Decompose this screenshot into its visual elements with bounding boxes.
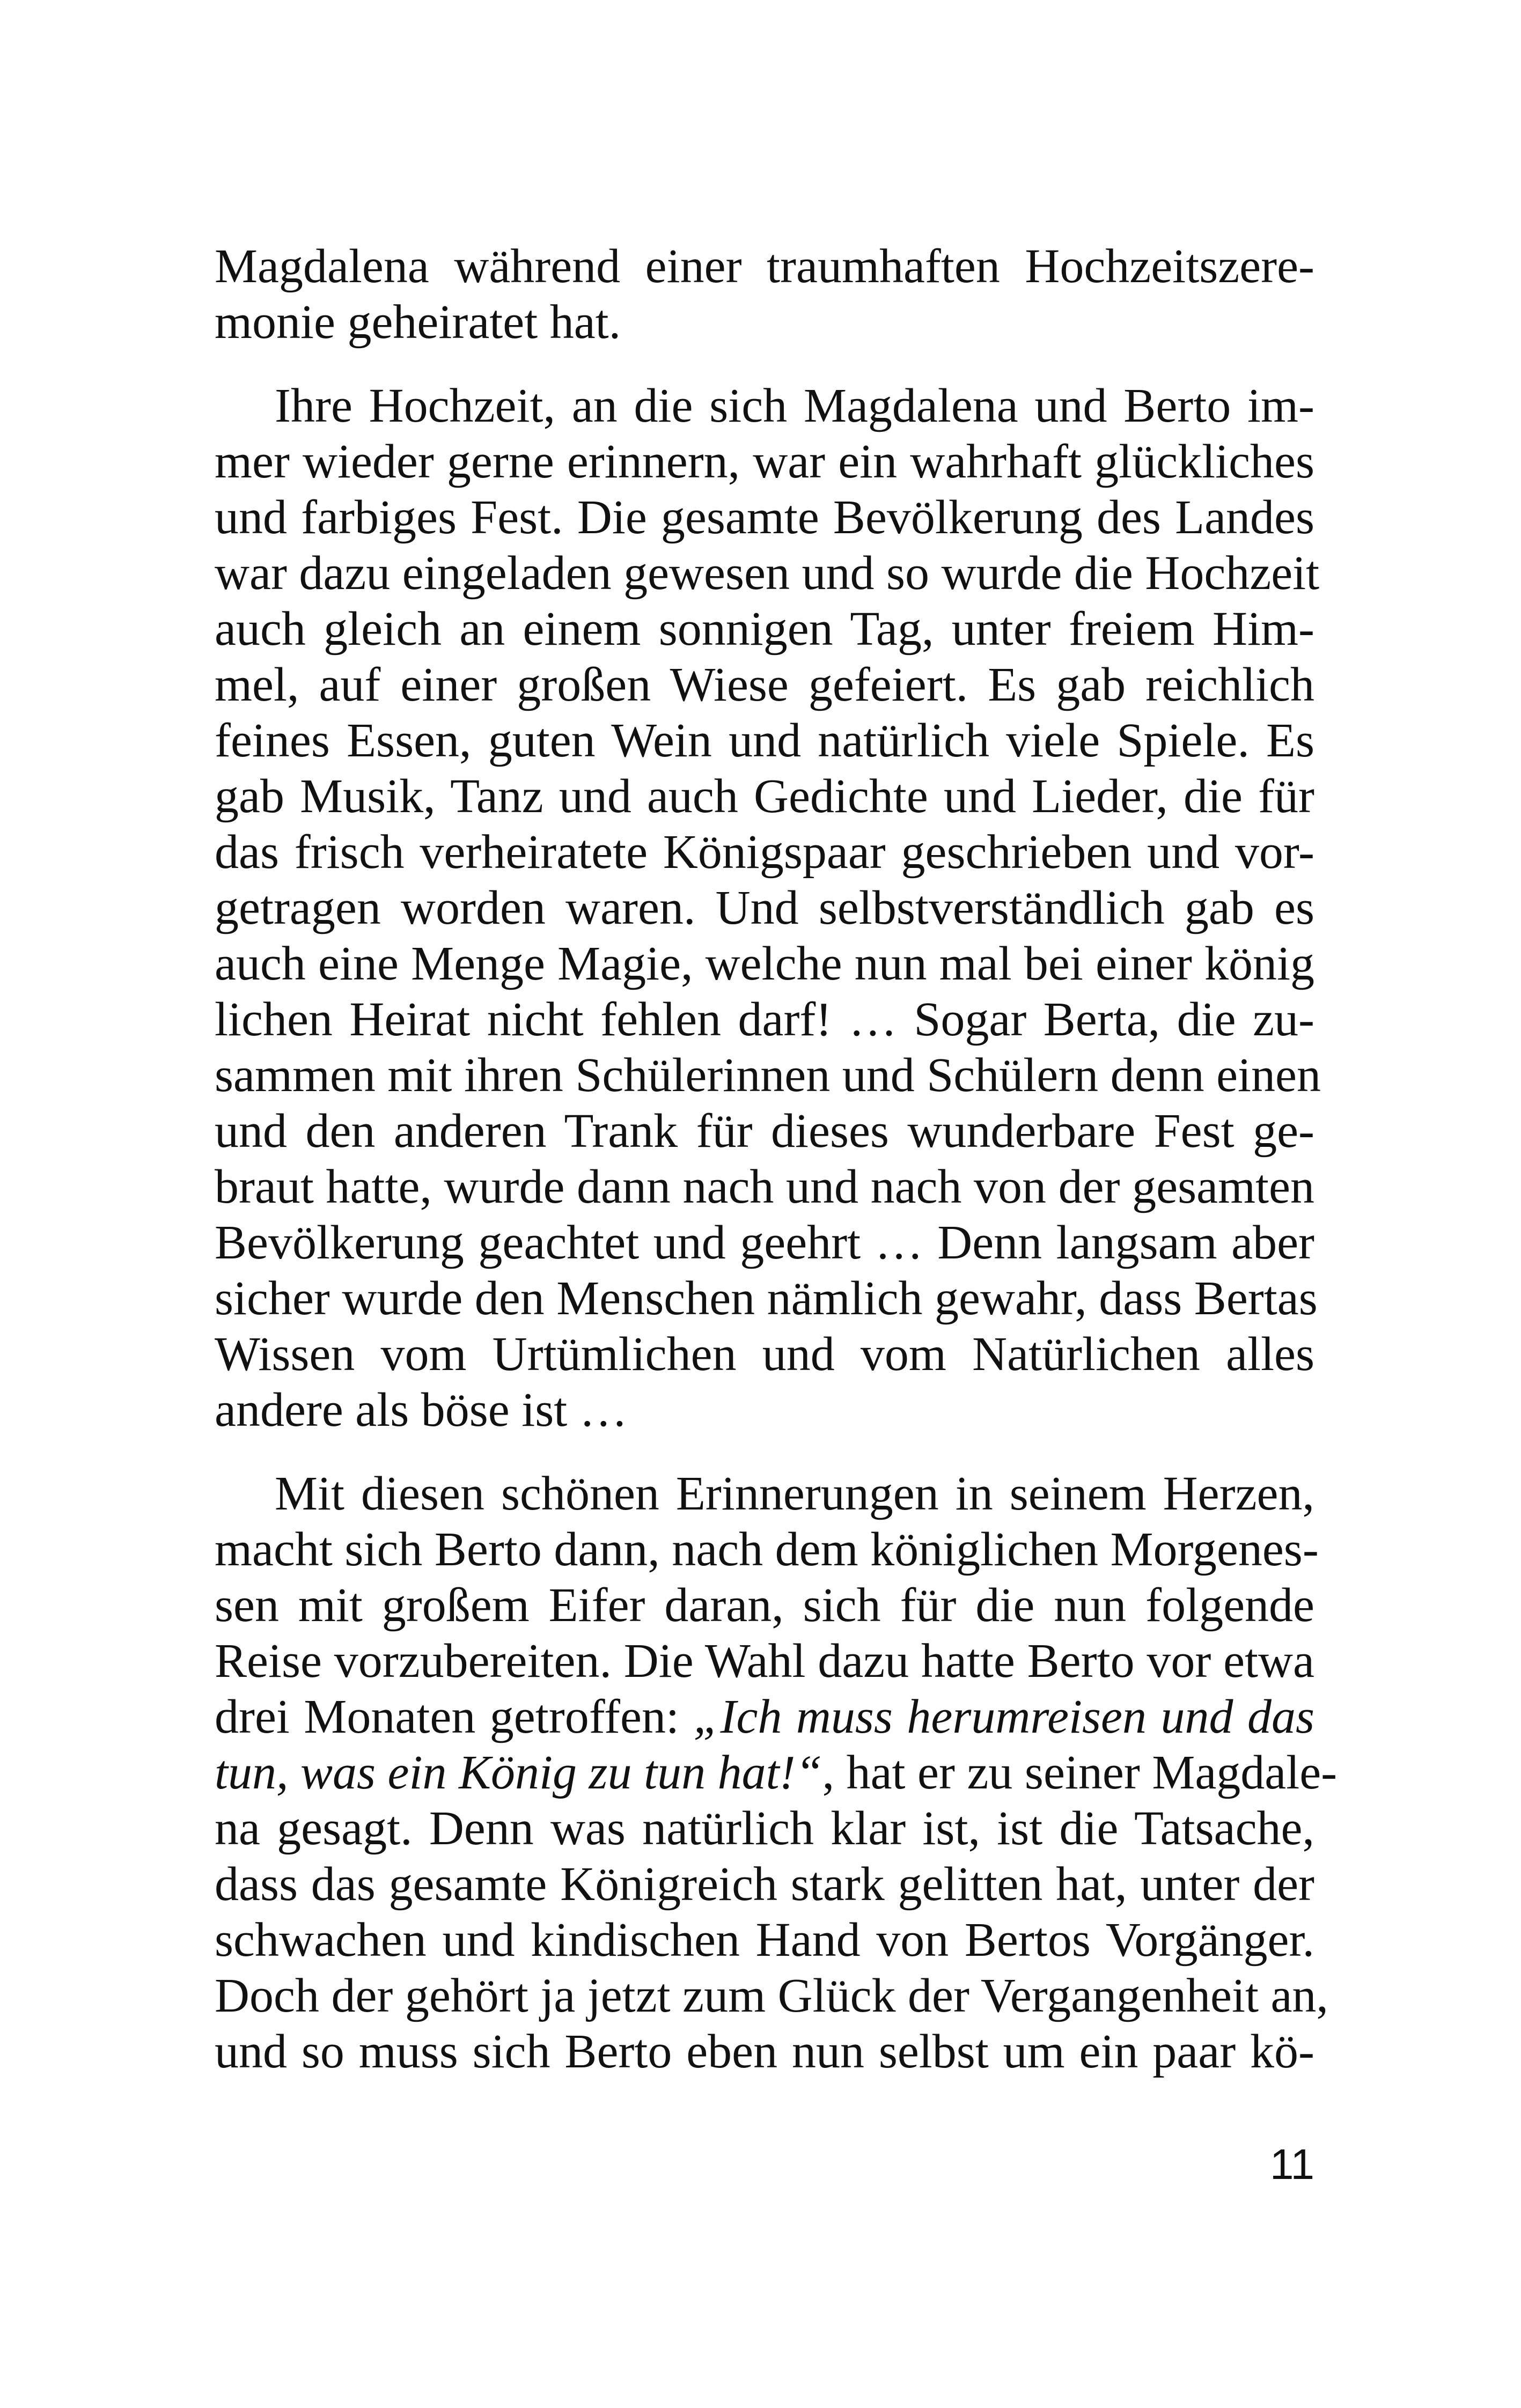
text-line: mel, auf einer großen Wiese gefeiert. Es gab reichlich bbox=[215, 658, 1314, 711]
text-line: sammen mit ihren Schülerinnen und Schülern denn einen bbox=[215, 1049, 1321, 1102]
text-line: Reise vorzubereiten. Die Wahl dazu hatte Berto vor etwa bbox=[215, 1634, 1314, 1688]
text-line: und so muss sich Berto eben nun selbst um ein paar kö- bbox=[215, 2025, 1314, 2078]
text-line: braut hatte, wurde dann nach und nach von der gesamten bbox=[215, 1160, 1314, 1213]
text-line: getragen worden waren. Und selbstverständlich gab es bbox=[215, 881, 1314, 934]
text-line: gab Musik, Tanz und auch Gedichte und Lieder, die für bbox=[215, 770, 1314, 823]
text-line: sicher wurde den Menschen nämlich gewahr, dass Bertas bbox=[215, 1272, 1318, 1325]
text-line: war dazu eingeladen gewesen und so wurde die Hochzeit bbox=[215, 547, 1320, 600]
text-fragment: drei Monaten getroffen: bbox=[215, 1690, 694, 1743]
text-line: Ihre Hochzeit, an die sich Magdalena und Berto im- bbox=[275, 379, 1314, 432]
text-line: Bevölkerung geachtet und geehrt … Denn langsam aber bbox=[215, 1216, 1314, 1269]
text-line: auch gleich an einem sonnigen Tag, unter freiem Him- bbox=[215, 602, 1314, 656]
text-line: und den anderen Trank für dieses wunderbare Fest ge- bbox=[215, 1104, 1314, 1158]
text-line: monie geheiratet hat. bbox=[215, 296, 621, 349]
text-line: dass das gesamte Königreich stark gelitten hat, unter der bbox=[215, 1858, 1314, 1911]
paragraph-gap bbox=[215, 1438, 1314, 1466]
quote-text: tun, was ein König zu tun hat!“ bbox=[215, 1746, 822, 1799]
text-fragment: , hat er zu seiner Magdale- bbox=[822, 1746, 1338, 1799]
text-line: Wissen vom Urtümlichen und vom Natürlichen alles bbox=[215, 1328, 1314, 1381]
text-line: Mit diesen schönen Erinnerungen in seinem Herzen, bbox=[275, 1467, 1314, 1520]
text-line: schwachen und kindischen Hand von Bertos Vorgänger. bbox=[215, 1913, 1314, 1967]
text-line bbox=[215, 1745, 1338, 1801]
text-line: sen mit großem Eifer daran, sich für die nun folgende bbox=[215, 1579, 1314, 1632]
text-line: mer wieder gerne erinnern, war ein wahrhaft glückliches bbox=[215, 435, 1314, 488]
paragraph-gap bbox=[215, 350, 1314, 378]
text-line: macht sich Berto dann, nach dem königlichen Morgenes- bbox=[215, 1523, 1319, 1576]
page-number: 11 bbox=[1269, 2140, 1314, 2188]
text-line: Magdalena während einer traumhaften Hochzeitszere- bbox=[215, 240, 1314, 293]
text-line: lichen Heirat nicht fehlen darf! … Sogar Berta, die zu- bbox=[215, 993, 1314, 1046]
text-line: Doch der gehört ja jetzt zum Glück der Vergangenheit an, bbox=[215, 1969, 1328, 2022]
text-line bbox=[215, 1689, 1314, 1745]
text-line: das frisch verheiratete Königspaar geschrieben und vor- bbox=[215, 826, 1314, 879]
text-line: andere als böse ist … bbox=[215, 1383, 628, 1437]
text-line: feines Essen, guten Wein und natürlich viele Spiele. Es bbox=[215, 714, 1314, 767]
text-line: na gesagt. Denn was natürlich klar ist, ist die Tatsache, bbox=[215, 1802, 1314, 1855]
body-text bbox=[215, 239, 1338, 2080]
text-line: auch eine Menge Magie, welche nun mal bei einer könig bbox=[215, 937, 1314, 990]
text-line: und farbiges Fest. Die gesamte Bevölkerung des Landes bbox=[215, 491, 1314, 544]
quote-text: „Ich muss herumreisen und das bbox=[693, 1690, 1314, 1743]
